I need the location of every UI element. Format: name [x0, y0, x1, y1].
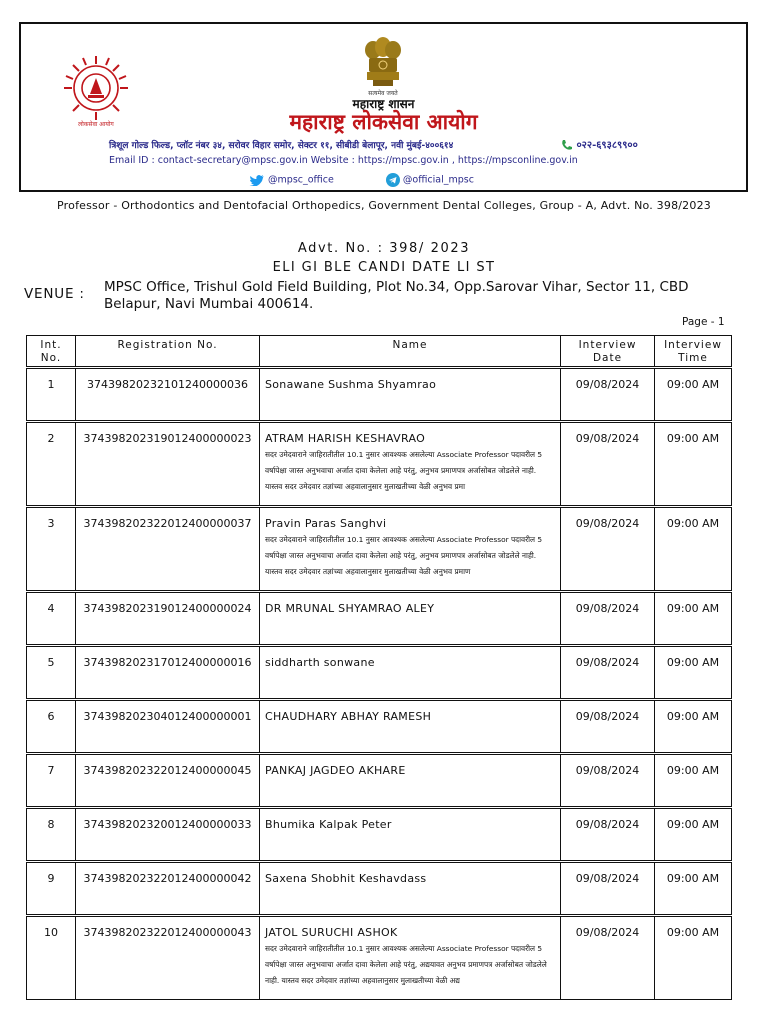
- row-interview-date: 09/08/2024: [561, 647, 655, 698]
- row-interview-time: 09:00 AM: [666, 432, 720, 445]
- phone-number: [561, 137, 638, 151]
- row-registration-no: 3743982023210124000003​6: [76, 369, 260, 420]
- candidate-name: Pravin Paras Sanghvi: [265, 517, 387, 530]
- office-address: त्रिशूल गोल्ड फिल्ड, प्लॉट नंबर ३४, सरोवर विहार समोर, सेक्टर ११, सीबीडी बेलापूर, नवी मुंबई-४००६१४: [109, 141, 454, 151]
- header-interview-date: Interview Date: [561, 336, 655, 366]
- row-int-no: 7: [27, 755, 76, 806]
- row-int-no: 1: [27, 369, 76, 420]
- advertisement-number: Advt. No. : 398/ 2023: [297, 241, 471, 256]
- telegram-handle[interactable]: @official_mpsc: [402, 174, 474, 186]
- row-interview-time: 09:00 AM: [666, 872, 720, 885]
- row-interview-time: 09:00 AM: [666, 656, 720, 669]
- row-registration-no: 374398202322012400000043: [76, 917, 260, 999]
- candidate-name: ATRAM HARISH KESHAVRAO: [265, 432, 426, 445]
- phone-icon: [561, 139, 573, 151]
- row-interview-time: 09:00 AM: [666, 926, 720, 939]
- row-int-no: 9: [27, 863, 76, 914]
- twitter-icon: [249, 174, 265, 186]
- svg-text:लोकसेवा आयोग: लोकसेवा आयोग: [78, 121, 114, 128]
- row-registration-no: 374398202322012400000042: [76, 863, 260, 914]
- government-name: महाराष्ट्र शासन: [352, 97, 415, 111]
- candidate-name: CHAUDHARY ABHAY RAMESH: [265, 710, 432, 723]
- row-registration-no: 374398202319012400000024: [76, 593, 260, 644]
- organization-name: महाराष्ट्र लोकसेवा आयोग: [289, 110, 478, 134]
- header-registration: Registration No.: [76, 336, 260, 366]
- table-row: [26, 754, 732, 807]
- telegram-icon: [386, 173, 400, 187]
- row-interview-time: 09:00 AM: [666, 764, 720, 777]
- row-int-no: 6: [27, 701, 76, 752]
- row-int-no: 5: [27, 647, 76, 698]
- row-interview-time: 09:00 AM: [666, 710, 720, 723]
- row-interview-date: 09/08/2024: [561, 755, 655, 806]
- candidate-name: siddharth sonwane: [265, 656, 375, 669]
- row-interview-date: 09/08/2024: [561, 508, 655, 590]
- row-registration-no: 374398202317012400000016: [76, 647, 260, 698]
- row-int-no: 4: [27, 593, 76, 644]
- phone-text: ०२२-६९३८९९००: [576, 140, 638, 151]
- page-number: Page - 1: [682, 316, 725, 328]
- table-row: [26, 368, 732, 421]
- table-row: [26, 422, 732, 506]
- candidate-remark: सदर उमेदवाराने जाहिरातीतील 10.1 नुसार आवश्यक असलेल्या Associate Professor पदावरील 5 वर्षापेक्षा जास्त अनुभवाचा अर्जात दावा केलेला आहे परंतु, अनुभव प्रमाणपत्र अर्जासोबत जोडलेले नाही. यास्तव सदर उमेदवार तज्ञांच्या अहवालानुसार मुलाखतीच्या वेळी अनुभव प्रमाण: [265, 535, 543, 576]
- row-int-no: 10: [27, 917, 76, 999]
- row-registration-no: 374398202322012400000037: [76, 508, 260, 590]
- candidate-name: Bhumika Kalpak Peter: [265, 818, 392, 831]
- table-row: [26, 862, 732, 915]
- row-interview-date: 09/08/2024: [561, 809, 655, 860]
- row-interview-date: 09/08/2024: [561, 917, 655, 999]
- row-name-cell: [260, 423, 561, 505]
- venue-address: MPSC Office, Trishul Gold Field Building, Plot No.34, Opp.Sarovar Vihar, Sector 11, CBD Belapur, Navi Mumbai 400614.: [104, 279, 689, 312]
- candidate-name: Sonawane Sushma Shyamrao: [265, 378, 437, 391]
- emblem-caption: सत्यमेव जयते: [368, 90, 398, 97]
- venue-label: VENUE :: [24, 286, 85, 302]
- table-row: [26, 507, 732, 591]
- post-subtitle: Professor - Orthodontics and Dentofacial Orthopedics, Government Dental Colleges, Group - A, Advt. No. 398/2023: [57, 199, 711, 212]
- table-row: [26, 808, 732, 861]
- row-interview-date: 09/08/2024: [561, 701, 655, 752]
- candidate-remark: सदर उमेदवाराने जाहिरातीतील 10.1 नुसार आवश्यक असलेल्या Associate Professor पदावरील 5 वर्षापेक्षा जास्त अनुभवाचा अर्जात दावा केलेला आहे परंतु, अद्ययावत अनुभव प्रमाणपत्र अर्जासोबत जोडलेले नाही. यास्तव सदर उमेदवार तज्ञांच्या अहवालानुसार मुलाखतीच्या वेळी अद्य: [265, 944, 547, 985]
- row-interview-time: 09:00 AM: [666, 517, 720, 530]
- row-name-cell: [260, 863, 561, 914]
- row-registration-no: 374398202319012400000023: [76, 423, 260, 505]
- social-handles: [249, 173, 474, 187]
- header-int-no: Int. No.: [27, 336, 76, 366]
- table-row: [26, 646, 732, 699]
- row-interview-time: 09:00 AM: [666, 378, 720, 391]
- row-name-cell: [260, 701, 561, 752]
- row-int-no: 8: [27, 809, 76, 860]
- row-name-cell: [260, 369, 561, 420]
- row-name-cell: [260, 647, 561, 698]
- table-row: [26, 916, 732, 1000]
- candidate-remark: सदर उमेदवाराने जाहिरातीतील 10.1 नुसार आवश्यक असलेल्या Associate Professor पदावरील 5 वर्षापेक्षा जास्त अनुभवाचा अर्जात दावा केलेला आहे परंतु, अनुभव प्रमाणपत्र अर्जासोबत जोडलेले नाही. यास्तव सदर उमेदवार तज्ञांच्या अहवालानुसार मुलाखतीच्या वेळी अनुभव प्रमा: [265, 450, 543, 491]
- twitter-handle[interactable]: @mpsc_office: [268, 174, 334, 186]
- row-interview-time: 09:00 AM: [666, 602, 720, 615]
- row-registration-no: 374398202304012400000001: [76, 701, 260, 752]
- row-registration-no: 374398202320012400000033: [76, 809, 260, 860]
- candidate-name: DR MRUNAL SHYAMRAO ALEY: [265, 602, 435, 615]
- row-interview-time: 09:00 AM: [666, 818, 720, 831]
- national-emblem-icon: [361, 34, 405, 94]
- contact-line: Email ID : contact-secretary@mpsc.gov.in Website : https://mpsc.gov.in , https://mpsconline.gov.in: [109, 155, 578, 166]
- table-row: [26, 592, 732, 645]
- row-interview-date: 09/08/2024: [561, 369, 655, 420]
- row-int-no: 3: [27, 508, 76, 590]
- row-name-cell: [260, 593, 561, 644]
- candidate-name: PANKAJ JAGDEO AKHARE: [265, 764, 406, 777]
- row-interview-date: 09/08/2024: [561, 593, 655, 644]
- row-interview-date: 09/08/2024: [561, 423, 655, 505]
- row-name-cell: [260, 755, 561, 806]
- table-header: [26, 335, 732, 367]
- row-interview-date: 09/08/2024: [561, 863, 655, 914]
- header-name: Name: [260, 336, 561, 366]
- table-row: [26, 700, 732, 753]
- row-name-cell: [260, 917, 561, 999]
- row-name-cell: [260, 809, 561, 860]
- header-interview-time: Interview Time: [664, 339, 722, 364]
- candidate-name: Saxena Shobhit Keshavdass: [265, 872, 427, 885]
- row-registration-no: 374398202322012400000045: [76, 755, 260, 806]
- list-title: ELI GI BLE CANDI DATE LI ST: [272, 260, 496, 275]
- letterhead: [19, 22, 748, 192]
- row-name-cell: [260, 508, 561, 590]
- row-int-no: 2: [27, 423, 76, 505]
- candidate-name: JATOL SURUCHI ASHOK: [265, 926, 398, 939]
